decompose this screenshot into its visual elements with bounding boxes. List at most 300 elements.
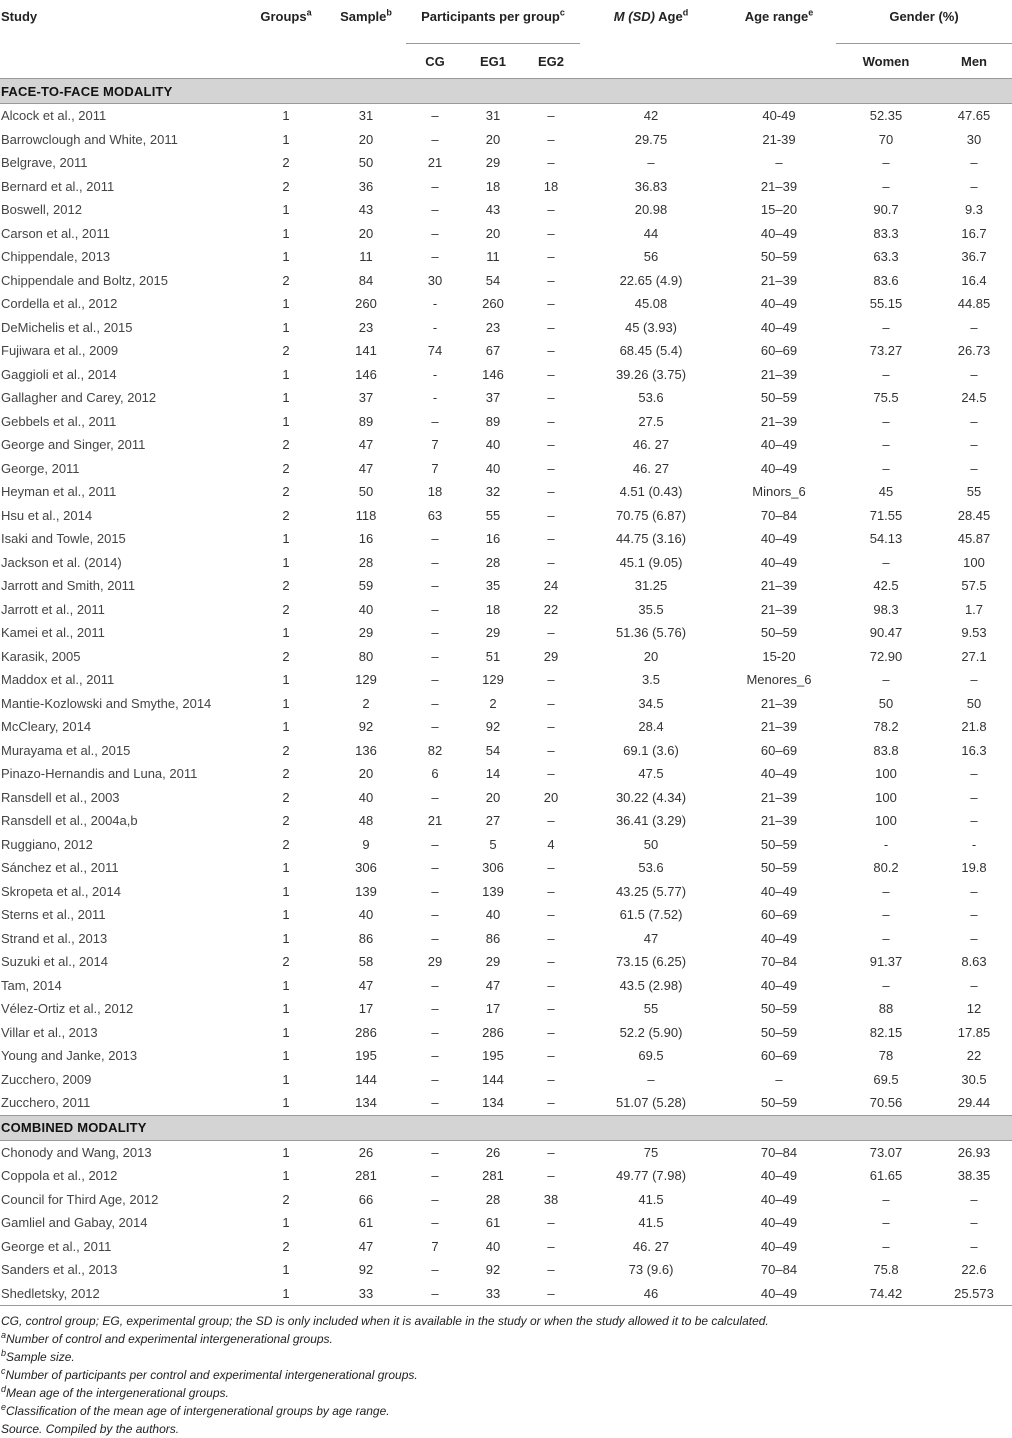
cell-groups: 1 — [282, 366, 290, 382]
cell-men: – — [970, 413, 978, 429]
col-study: Study — [0, 0, 246, 79]
cell-sample: 28 — [358, 554, 374, 570]
cell-cg: – — [431, 648, 439, 664]
cell-age-range: 70–84 — [760, 507, 798, 523]
cell-study: Gallagher and Carey, 2012 — [1, 390, 157, 406]
cell-study: Alcock et al., 2011 — [1, 108, 107, 124]
cell-age: 43.5 (2.98) — [619, 977, 683, 993]
cell-women: 73.27 — [869, 343, 903, 359]
cell-eg1: 40 — [485, 907, 501, 923]
table-note — [1, 1366, 1012, 1384]
cell-study: Jackson et al. (2014) — [1, 554, 122, 570]
cell-men: – — [970, 789, 978, 805]
cell-women: 83.6 — [873, 272, 899, 288]
cell-eg2: – — [547, 531, 555, 547]
cell-women: – — [882, 1238, 890, 1254]
col-groups: Groups$^a$ — [246, 0, 326, 79]
cell-study: Shedletsky, 2012 — [0, 1282, 246, 1306]
cell-cg: – — [431, 1048, 439, 1064]
cell-cg: – — [431, 977, 439, 993]
cell-eg2: – — [547, 296, 555, 312]
cell-cg: 7 — [431, 460, 439, 476]
cell-eg1: 40 — [485, 437, 501, 453]
note-text: Number of control and experimental intergenerational groups. — [6, 1332, 333, 1346]
cell-men: 30.5 — [961, 1071, 987, 1087]
table-row — [0, 927, 1012, 951]
cell-age-range: 40–49 — [760, 437, 798, 453]
cell-eg1: 260 — [482, 296, 504, 312]
cell-eg2: – — [547, 131, 555, 147]
cell-women: 45 — [878, 484, 894, 500]
cell-cg: – — [431, 930, 439, 946]
cell-eg1: 23 — [485, 319, 501, 335]
cell-cg: – — [431, 531, 439, 547]
cell-cg: - — [432, 296, 438, 312]
cell-groups: 1 — [282, 225, 290, 241]
cell-age: 51.07 (5.28) — [615, 1095, 687, 1111]
cell-sample: 50 — [358, 484, 374, 500]
cell-cg: – — [431, 1024, 439, 1040]
cell-groups: 2 — [282, 437, 290, 453]
cell-study: Sanders et al., 2013 — [1, 1262, 118, 1278]
cell-cg: 18 — [427, 484, 443, 500]
cell-groups: 1 — [282, 695, 290, 711]
cell-eg2: – — [547, 366, 555, 382]
cell-age-range: 50–59 — [760, 625, 798, 641]
cell-women: – — [882, 460, 890, 476]
cell-groups: 2 — [282, 507, 290, 523]
table-row — [0, 950, 1012, 974]
cell-eg1: 281 — [482, 1168, 504, 1184]
cell-study: Vélez-Ortiz et al., 2012 — [1, 1001, 134, 1017]
cell-cg: 21 — [427, 813, 443, 829]
cell-women: 74.42 — [836, 1282, 936, 1306]
cell-eg1: 20 — [485, 789, 501, 805]
cell-cg: – — [431, 249, 439, 265]
cell-eg2: – — [547, 860, 555, 876]
table-note — [1, 1330, 1012, 1348]
section-title: COMBINED MODALITY — [0, 1115, 1012, 1140]
cell-groups: 1 — [282, 202, 290, 218]
cell-eg1: 47 — [485, 977, 501, 993]
cell-sample: 61 — [358, 1215, 374, 1231]
cell-groups: 1 — [246, 1282, 326, 1306]
cell-men: – — [970, 907, 978, 923]
cell-groups: 1 — [282, 1262, 290, 1278]
cell-cg: – — [431, 883, 439, 899]
cell-age: 3.5 — [641, 672, 661, 688]
cell-cg: – — [431, 601, 439, 617]
cell-age: 46. 27 — [632, 1238, 670, 1254]
cell-eg1: 144 — [482, 1071, 504, 1087]
cell-eg2: – — [547, 766, 555, 782]
cell-study: Bernard et al., 2011 — [1, 178, 115, 194]
cell-study: Council for Third Age, 2012 — [1, 1191, 159, 1207]
cell-eg1: 18 — [485, 178, 501, 194]
cell-age: 45.1 (9.05) — [619, 554, 683, 570]
cell-age-range: 21–39 — [760, 578, 798, 594]
cell-sample: 40 — [358, 601, 374, 617]
cell-groups: 1 — [282, 1144, 290, 1160]
note-marker: a — [1, 1330, 7, 1340]
cell-cg: 63 — [427, 507, 443, 523]
cell-study: Isaki and Towle, 2015 — [1, 531, 126, 547]
table-note — [1, 1420, 1012, 1438]
cell-age: 45 (3.93) — [624, 319, 678, 335]
cell-groups: 2 — [282, 178, 290, 194]
cell-study: Villar et al., 2013 — [1, 1024, 98, 1040]
cell-eg2: – — [547, 319, 555, 335]
cell-eg2: – — [547, 907, 555, 923]
cell-cg: – — [431, 131, 439, 147]
cell-eg1: 92 — [485, 719, 501, 735]
cell-cg: 82 — [427, 742, 443, 758]
cell-age-range: 21–39 — [760, 413, 798, 429]
col-eg1: EG1 — [464, 44, 522, 79]
cell-groups: 1 — [282, 1071, 290, 1087]
cell-age-range: 50–59 — [760, 1001, 798, 1017]
cell-men: – — [970, 319, 978, 335]
cell-groups: 1 — [282, 554, 290, 570]
cell-groups: 1 — [282, 531, 290, 547]
cell-age-range: 21–39 — [760, 695, 798, 711]
cell-sample: 144 — [355, 1071, 377, 1087]
table-row — [0, 692, 1012, 716]
cell-cg: – — [431, 1191, 439, 1207]
cell-women: – — [882, 907, 890, 923]
cell-sample: 58 — [358, 954, 374, 970]
cell-cg: 7 — [431, 1238, 439, 1254]
cell-study: Boswell, 2012 — [1, 202, 82, 218]
table-row — [0, 903, 1012, 927]
cell-age-range: 40–49 — [760, 977, 798, 993]
cell-women: 78 — [878, 1048, 894, 1064]
cell-cg: – — [406, 1282, 464, 1306]
cell-eg2: – — [547, 225, 555, 241]
cell-sample: 2 — [362, 695, 370, 711]
col-age-range: Age range$^e$ — [722, 0, 836, 79]
cell-study: Ransdell et al., 2003 — [1, 789, 120, 805]
cell-men: – — [970, 1215, 978, 1231]
table-note — [1, 1348, 1012, 1366]
cell-women: – — [882, 930, 890, 946]
cell-men: 36.7 — [961, 249, 987, 265]
table-note — [1, 1384, 1012, 1402]
cell-age-range: 15–20 — [760, 202, 798, 218]
table-row — [0, 1188, 1012, 1212]
cell-cg: – — [431, 1144, 439, 1160]
cell-sample: 136 — [355, 742, 377, 758]
cell-cg: – — [431, 1262, 439, 1278]
table-row — [0, 974, 1012, 998]
cell-age-range: 40–49 — [760, 460, 798, 476]
cell-eg2: – — [547, 507, 555, 523]
cell-cg: – — [431, 108, 439, 124]
cell-women: 83.8 — [873, 742, 899, 758]
table-body — [0, 79, 1012, 1306]
note-marker: b — [1, 1348, 7, 1358]
cell-eg1: 306 — [482, 860, 504, 876]
table-row — [0, 222, 1012, 246]
cell-cg: – — [431, 1168, 439, 1184]
table-row — [0, 668, 1012, 692]
cell-women: 52.35 — [869, 108, 903, 124]
cell-men: 8.63 — [961, 954, 987, 970]
cell-study: DeMichelis et al., 2015 — [1, 319, 133, 335]
cell-age: 43.25 (5.77) — [615, 883, 687, 899]
cell-women: 42.5 — [873, 578, 899, 594]
cell-men: – — [970, 366, 978, 382]
cell-groups: 1 — [282, 390, 290, 406]
cell-eg1: 86 — [485, 930, 501, 946]
table-row — [0, 1164, 1012, 1188]
cell-age: 69.1 (3.6) — [623, 742, 679, 758]
cell-eg1: 16 — [485, 531, 501, 547]
cell-sample: 26 — [358, 1144, 374, 1160]
cell-women: 88 — [878, 1001, 894, 1017]
cell-groups: 2 — [282, 766, 290, 782]
cell-cg: 74 — [427, 343, 443, 359]
cell-sample: 89 — [358, 413, 374, 429]
note-text: Sample size. — [6, 1350, 75, 1364]
cell-cg: - — [432, 366, 438, 382]
cell-age: 22.65 (4.9) — [619, 272, 683, 288]
cell-women: 80.2 — [873, 860, 899, 876]
note-marker: c — [1, 1366, 6, 1376]
cell-women: – — [882, 155, 890, 171]
cell-eg2: – — [547, 460, 555, 476]
cell-eg1: 28 — [485, 1191, 501, 1207]
cell-sample: 20 — [358, 131, 374, 147]
cell-groups: 2 — [282, 1238, 290, 1254]
cell-men: 19.8 — [961, 860, 987, 876]
cell-age: 45.08 — [634, 296, 668, 312]
cell-eg1: 29 — [485, 155, 501, 171]
cell-study: Chippendale and Boltz, 2015 — [1, 272, 168, 288]
cell-men: 22 — [966, 1048, 982, 1064]
cell-age-range: 15-20 — [762, 648, 796, 664]
cell-age-range: 50–59 — [760, 249, 798, 265]
cell-women: 78.2 — [873, 719, 899, 735]
table-row — [0, 551, 1012, 575]
cell-eg2: – — [547, 390, 555, 406]
cell-study: George et al., 2011 — [1, 1238, 112, 1254]
table-row — [0, 151, 1012, 175]
cell-study: Gamliel and Gabay, 2014 — [1, 1215, 148, 1231]
note-text: Source. Compiled by the authors. — [1, 1422, 180, 1436]
cell-men: 55 — [966, 484, 982, 500]
cell-eg1: 40 — [485, 1238, 501, 1254]
cell-age: 47 — [643, 930, 659, 946]
cell-cg: – — [431, 860, 439, 876]
cell-groups: 2 — [282, 742, 290, 758]
cell-women: 75.8 — [873, 1262, 899, 1278]
cell-eg2: – — [547, 742, 555, 758]
table-row — [0, 762, 1012, 786]
cell-age-range: 60–69 — [760, 742, 798, 758]
cell-groups: 1 — [282, 108, 290, 124]
col-sample: Sample$^b$ — [326, 0, 406, 79]
cell-groups: 1 — [282, 1024, 290, 1040]
cell-eg1: 55 — [485, 507, 501, 523]
cell-study: Chippendale, 2013 — [1, 249, 111, 265]
cell-men: 26.73 — [957, 343, 991, 359]
cell-age-range: 40–49 — [760, 1238, 798, 1254]
cell-sample: 59 — [358, 578, 374, 594]
cell-age: 50 — [643, 836, 659, 852]
col-gender: Gender (%) — [836, 0, 1012, 44]
cell-cg: 29 — [427, 954, 443, 970]
note-text: Mean age of the intergenerational groups. — [6, 1386, 229, 1400]
cell-age: 73 (9.6) — [628, 1262, 674, 1278]
table-row — [0, 198, 1012, 222]
cell-eg2: – — [547, 954, 555, 970]
cell-age-range: 50–59 — [760, 860, 798, 876]
cell-eg2: – — [547, 1215, 555, 1231]
cell-eg1: 11 — [486, 249, 500, 265]
cell-men: – — [970, 930, 978, 946]
cell-men: – — [970, 1191, 978, 1207]
cell-sample: 47 — [358, 1238, 374, 1254]
cell-sample: 141 — [355, 343, 377, 359]
cell-eg2: – — [547, 249, 555, 265]
cell-men: – — [970, 766, 978, 782]
cell-cg: 30 — [427, 272, 443, 288]
cell-men: 26.93 — [957, 1144, 991, 1160]
cell-men: – — [970, 883, 978, 899]
cell-age-range: 21–39 — [760, 272, 798, 288]
cell-age: 36.83 — [634, 178, 668, 194]
table-row — [0, 621, 1012, 645]
cell-study: Coppola et al., 2012 — [1, 1168, 118, 1184]
cell-women: – — [882, 883, 890, 899]
cell-eg2: – — [547, 625, 555, 641]
cell-groups: 2 — [282, 601, 290, 617]
cell-women: 83.3 — [873, 225, 899, 241]
cell-age: 20.98 — [634, 202, 668, 218]
cell-eg1: 27 — [485, 813, 501, 829]
cell-eg2: – — [547, 413, 555, 429]
table-row — [0, 292, 1012, 316]
cell-women: – — [882, 1191, 890, 1207]
cell-age-range: 21–39 — [760, 813, 798, 829]
section-title: FACE-TO-FACE MODALITY — [0, 79, 1012, 104]
cell-sample: 118 — [355, 507, 377, 523]
cell-women: 50 — [878, 695, 894, 711]
cell-women: 70 — [878, 131, 894, 147]
table-row — [0, 598, 1012, 622]
cell-sample: 86 — [358, 930, 374, 946]
cell-eg2: – — [547, 695, 555, 711]
cell-age: 73.15 (6.25) — [615, 954, 687, 970]
cell-eg1: 139 — [482, 883, 504, 899]
cell-eg1: 61 — [485, 1215, 501, 1231]
cell-eg2: – — [547, 719, 555, 735]
cell-cg: 21 — [427, 155, 443, 171]
cell-eg2: – — [547, 108, 555, 124]
cell-age: 47.5 — [638, 766, 664, 782]
table-row — [0, 245, 1012, 269]
cell-age: 55 — [643, 1001, 659, 1017]
cell-cg: 6 — [431, 766, 439, 782]
section-header-row — [0, 1115, 1012, 1140]
cell-sample: 48 — [358, 813, 374, 829]
cell-men: 50 — [966, 695, 982, 711]
cell-age: 53.6 — [638, 390, 664, 406]
cell-men: - — [971, 836, 977, 852]
cell-sample: 31 — [358, 108, 374, 124]
cell-women: 72.90 — [869, 648, 903, 664]
cell-eg1: 129 — [482, 672, 504, 688]
cell-cg: - — [432, 390, 438, 406]
cell-study: Ruggiano, 2012 — [1, 836, 93, 852]
cell-study: Cordella et al., 2012 — [1, 296, 118, 312]
cell-eg2: – — [547, 672, 555, 688]
cell-women: – — [882, 366, 890, 382]
cell-eg1: 29 — [485, 625, 501, 641]
cell-groups: 1 — [282, 719, 290, 735]
cell-eg2: – — [547, 484, 555, 500]
cell-groups: 1 — [282, 1215, 290, 1231]
cell-sample: 40 — [358, 789, 374, 805]
table-row — [0, 433, 1012, 457]
cell-age: 31.25 — [634, 578, 668, 594]
cell-age-range: 40–49 — [760, 1168, 798, 1184]
cell-men: 9.3 — [964, 202, 984, 218]
cell-age: 44.75 (3.16) — [615, 531, 687, 547]
cell-eg1: 43 — [485, 202, 501, 218]
col-women: Women — [836, 44, 936, 79]
cell-eg2: – — [547, 272, 555, 288]
cell-groups: 1 — [282, 672, 290, 688]
cell-age-range: 60–69 — [760, 907, 798, 923]
cell-cg: – — [431, 225, 439, 241]
cell-eg1: 40 — [485, 460, 501, 476]
cell-eg2: – — [547, 1168, 555, 1184]
cell-sample: 20 — [358, 225, 374, 241]
cell-men: 30 — [966, 131, 982, 147]
cell-age-range: 21–39 — [760, 178, 798, 194]
cell-men: – — [970, 437, 978, 453]
cell-women: 75.5 — [873, 390, 899, 406]
col-eg2: EG2 — [522, 44, 580, 79]
cell-men: 44.85 — [957, 296, 991, 312]
cell-cg: – — [431, 1215, 439, 1231]
cell-eg2: 18 — [543, 178, 559, 194]
cell-eg2: – — [547, 813, 555, 829]
cell-groups: 2 — [282, 272, 290, 288]
cell-men: 45.87 — [957, 531, 991, 547]
cell-age: 41.5 — [638, 1191, 664, 1207]
cell-men: 27.1 — [961, 648, 987, 664]
cell-cg: 7 — [431, 437, 439, 453]
table-row — [0, 1235, 1012, 1259]
cell-men: 16.4 — [961, 272, 987, 288]
cell-study: Skropeta et al., 2014 — [1, 883, 121, 899]
cell-eg2: – — [547, 1071, 555, 1087]
cell-groups: 2 — [282, 343, 290, 359]
cell-eg1: 18 — [485, 601, 501, 617]
cell-age-range: 21-39 — [762, 131, 796, 147]
cell-study: Strand et al., 2013 — [1, 930, 108, 946]
table-row — [0, 809, 1012, 833]
cell-sample: 33 — [326, 1282, 406, 1306]
cell-age: 51.36 (5.76) — [615, 625, 687, 641]
cell-eg2: 4 — [547, 836, 555, 852]
cell-sample: 80 — [358, 648, 374, 664]
cell-sample: 66 — [358, 1191, 374, 1207]
cell-eg1: 32 — [485, 484, 501, 500]
